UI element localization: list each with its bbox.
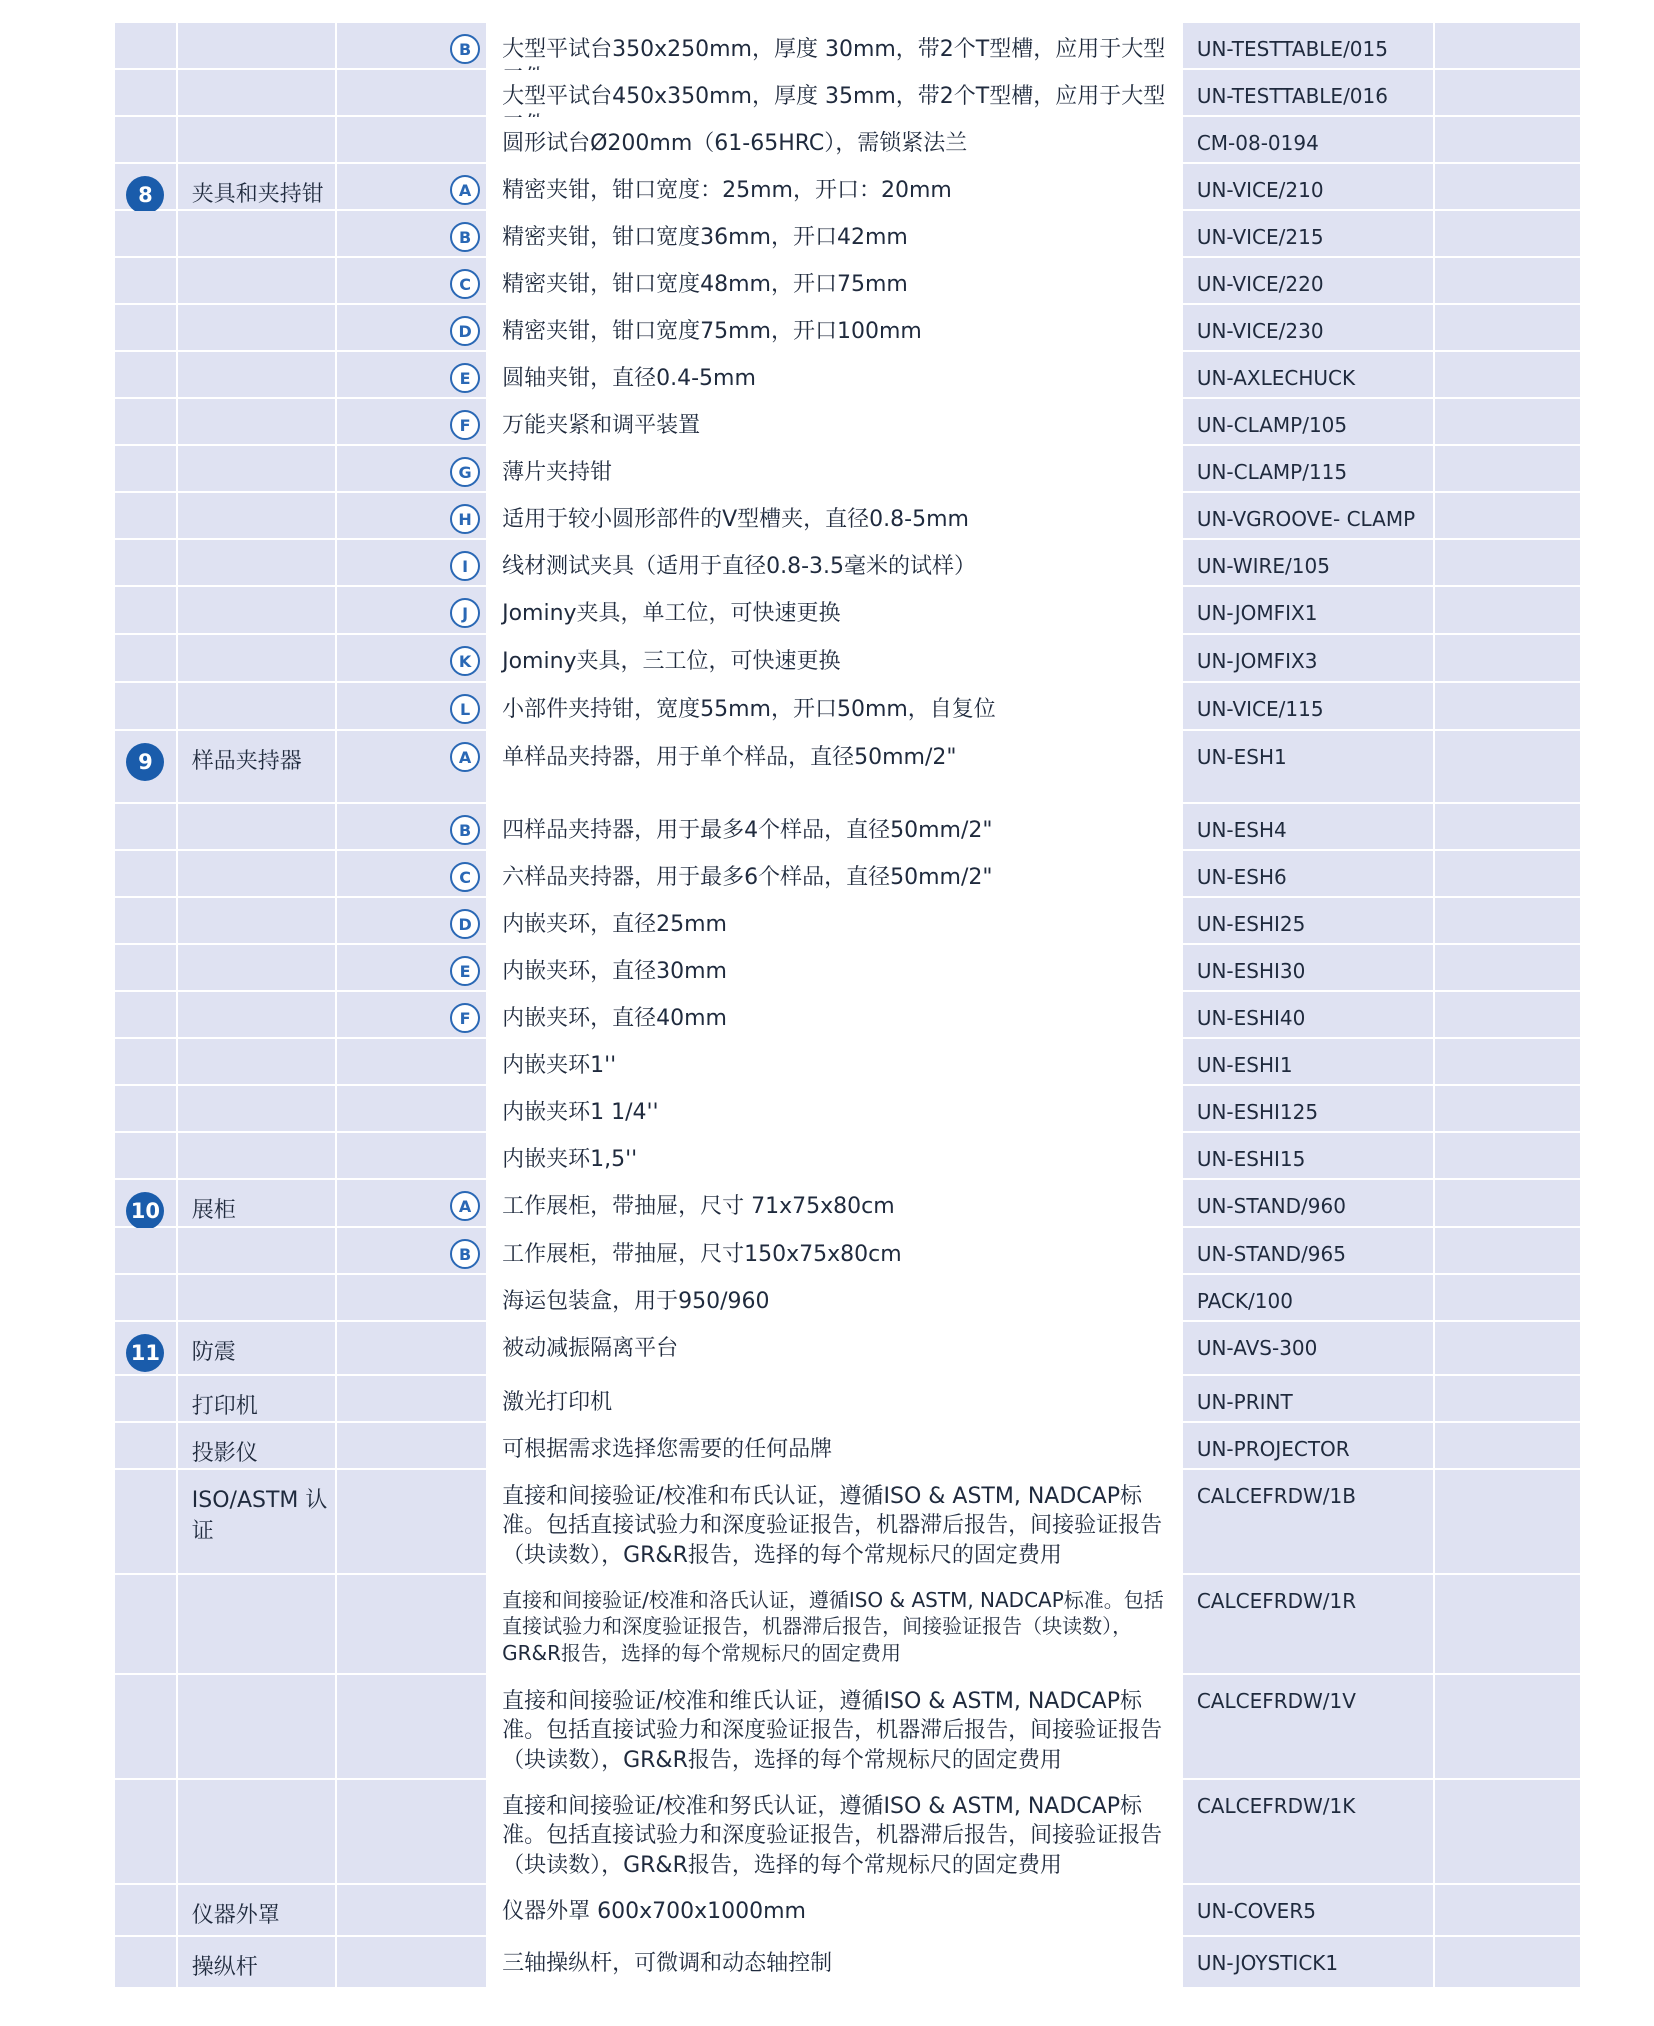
category-cell: 样品夹持器 <box>178 731 338 802</box>
category-cell: 投影仪 <box>178 1423 338 1468</box>
table-row <box>115 211 1580 258</box>
section-number-cell <box>115 1675 178 1778</box>
description-cell: 海运包装盒，用于950/960 <box>488 1275 1183 1320</box>
section-number-cell <box>115 258 178 303</box>
section-number-cell <box>115 1275 178 1320</box>
description-cell: 精密夹钳，钳口宽度75mm，开口100mm <box>488 305 1183 350</box>
item-letter-badge: C <box>450 862 480 892</box>
section-number-cell <box>115 23 178 68</box>
item-letter-badge: F <box>450 410 480 440</box>
product-code-cell: UN-AVS-300 <box>1183 1322 1435 1374</box>
item-letter-badge: H <box>450 504 480 534</box>
item-letter-badge: A <box>450 175 480 205</box>
section-number-cell <box>115 683 178 729</box>
empty-cell <box>1435 1376 1580 1421</box>
description-cell: 内嵌夹环1'' <box>488 1039 1183 1084</box>
item-letter-cell <box>337 1423 488 1468</box>
description-cell: 精密夹钳，钳口宽度：25mm，开口：20mm <box>488 164 1183 209</box>
description-cell: 直接和间接验证/校准和努氏认证，遵循ISO & ASTM, NADCAP标准。包括直接试验力和深度验证报告，机器滞后报告，间接验证报告（块读数），GR&R报告，选择的每个常规标尺的固定费用 <box>488 1780 1183 1883</box>
section-number-cell <box>115 305 178 350</box>
empty-cell <box>1435 23 1580 68</box>
section-number-cell <box>115 898 178 943</box>
product-code-cell: UN-ESHI1 <box>1183 1039 1435 1084</box>
empty-cell <box>1435 1228 1580 1273</box>
empty-cell <box>1435 540 1580 585</box>
table-row <box>115 540 1580 587</box>
item-letter-cell <box>337 23 488 68</box>
product-code-cell: CALCEFRDW/1K <box>1183 1780 1435 1883</box>
empty-cell <box>1435 945 1580 990</box>
product-code-cell: PACK/100 <box>1183 1275 1435 1320</box>
category-cell <box>178 851 338 896</box>
table-row <box>115 258 1580 305</box>
item-letter-badge: J <box>450 598 480 628</box>
table-row <box>115 1322 1580 1376</box>
item-letter-cell <box>337 164 488 209</box>
product-code-cell: UN-VICE/220 <box>1183 258 1435 303</box>
item-letter-cell <box>337 683 488 729</box>
item-letter-cell <box>337 1228 488 1273</box>
section-number-cell <box>115 635 178 681</box>
category-cell <box>178 258 338 303</box>
section-number-badge: 10 <box>126 1192 164 1230</box>
category-cell <box>178 211 338 256</box>
section-number-cell <box>115 493 178 538</box>
section-number-badge: 11 <box>126 1334 164 1372</box>
table-row <box>115 305 1580 352</box>
product-code-cell: UN-TESTTABLE/016 <box>1183 70 1435 115</box>
category-cell <box>178 1228 338 1273</box>
description-cell: 精密夹钳，钳口宽度36mm，开口42mm <box>488 211 1183 256</box>
category-cell <box>178 1039 338 1084</box>
item-letter-badge: K <box>450 646 480 676</box>
category-cell <box>178 23 338 68</box>
category-cell <box>178 446 338 491</box>
item-letter-cell <box>337 587 488 633</box>
product-code-cell: UN-TESTTABLE/015 <box>1183 23 1435 68</box>
section-number-cell <box>115 804 178 849</box>
category-cell: ISO/ASTM 认证 <box>178 1470 338 1573</box>
product-code-cell: UN-VICE/215 <box>1183 211 1435 256</box>
empty-cell <box>1435 446 1580 491</box>
empty-cell <box>1435 164 1580 209</box>
product-code-cell: UN-PROJECTOR <box>1183 1423 1435 1468</box>
description-cell: 圆形试台Ø200mm（61-65HRC），需锁紧法兰 <box>488 117 1183 162</box>
table-row <box>115 1376 1580 1423</box>
description-cell: 圆轴夹钳，直径0.4-5mm <box>488 352 1183 397</box>
table-row <box>115 23 1580 70</box>
product-code-cell: UN-VICE/230 <box>1183 305 1435 350</box>
table-row <box>115 446 1580 493</box>
table-row <box>115 493 1580 540</box>
category-cell <box>178 1133 338 1178</box>
description-cell: 被动减振隔离平台 <box>488 1322 1183 1374</box>
category-cell <box>178 352 338 397</box>
section-number-cell <box>115 1376 178 1421</box>
table-row <box>115 117 1580 164</box>
section-number-cell <box>115 164 178 209</box>
table-row <box>115 635 1580 683</box>
empty-cell <box>1435 635 1580 681</box>
section-number-cell <box>115 1039 178 1084</box>
item-letter-cell <box>337 1675 488 1778</box>
product-code-cell: UN-VICE/210 <box>1183 164 1435 209</box>
product-code-cell: UN-ESH4 <box>1183 804 1435 849</box>
empty-cell <box>1435 1322 1580 1374</box>
item-letter-badge: D <box>450 909 480 939</box>
section-number-cell <box>115 446 178 491</box>
empty-cell <box>1435 305 1580 350</box>
product-code-cell: UN-PRINT <box>1183 1376 1435 1421</box>
empty-cell <box>1435 1575 1580 1673</box>
item-letter-badge: C <box>450 269 480 299</box>
item-letter-cell <box>337 1937 488 1987</box>
description-cell: 单样品夹持器，用于单个样品，直径50mm/2" <box>488 731 1183 802</box>
empty-cell <box>1435 804 1580 849</box>
item-letter-cell <box>337 1275 488 1320</box>
product-code-cell: UN-ESHI40 <box>1183 992 1435 1037</box>
item-letter-badge: E <box>450 956 480 986</box>
item-letter-cell <box>337 1039 488 1084</box>
item-letter-cell <box>337 399 488 444</box>
section-number-cell <box>115 211 178 256</box>
section-number-cell <box>115 70 178 115</box>
category-cell: 夹具和夹持钳 <box>178 164 338 209</box>
description-cell: 仪器外罩 600x700x1000mm <box>488 1885 1183 1935</box>
table-row <box>115 898 1580 945</box>
empty-cell <box>1435 70 1580 115</box>
product-code-cell: UN-STAND/960 <box>1183 1180 1435 1226</box>
description-cell: 工作展柜，带抽屉，尺寸150x75x80cm <box>488 1228 1183 1273</box>
section-number-cell <box>115 1470 178 1573</box>
table-row <box>115 1937 1580 1989</box>
table-row <box>115 1039 1580 1086</box>
table-row <box>115 1133 1580 1180</box>
section-number-cell <box>115 1937 178 1987</box>
description-cell: 内嵌夹环，直径40mm <box>488 992 1183 1037</box>
section-number-cell <box>115 992 178 1037</box>
item-letter-cell <box>337 1322 488 1374</box>
section-number-cell <box>115 1885 178 1935</box>
empty-cell <box>1435 1133 1580 1178</box>
empty-cell <box>1435 1470 1580 1573</box>
item-letter-cell <box>337 804 488 849</box>
empty-cell <box>1435 731 1580 802</box>
section-number-cell <box>115 1575 178 1673</box>
description-cell: 薄片夹持钳 <box>488 446 1183 491</box>
item-letter-cell <box>337 70 488 115</box>
category-cell <box>178 1780 338 1883</box>
product-code-cell: UN-CLAMP/115 <box>1183 446 1435 491</box>
category-cell <box>178 992 338 1037</box>
item-letter-badge: B <box>450 34 480 64</box>
empty-cell <box>1435 399 1580 444</box>
description-cell: 直接和间接验证/校准和布氏认证，遵循ISO & ASTM, NADCAP标准。包括直接试验力和深度验证报告，机器滞后报告，间接验证报告（块读数），GR&R报告，选择的每个常规标尺的固定费用 <box>488 1470 1183 1573</box>
table-row <box>115 1885 1580 1937</box>
item-letter-cell <box>337 945 488 990</box>
table-row <box>115 352 1580 399</box>
category-cell <box>178 70 338 115</box>
table-row <box>115 1575 1580 1675</box>
empty-cell <box>1435 1675 1580 1778</box>
product-code-cell: UN-WIRE/105 <box>1183 540 1435 585</box>
table-row <box>115 731 1580 804</box>
category-cell <box>178 399 338 444</box>
table-row <box>115 1675 1580 1780</box>
table-row <box>115 399 1580 446</box>
item-letter-badge: G <box>450 457 480 487</box>
category-cell: 打印机 <box>178 1376 338 1421</box>
category-cell <box>178 635 338 681</box>
empty-cell <box>1435 1039 1580 1084</box>
description-cell: 工作展柜，带抽屉，尺寸 71x75x80cm <box>488 1180 1183 1226</box>
description-cell: 内嵌夹环，直径25mm <box>488 898 1183 943</box>
table-row <box>115 1275 1580 1322</box>
empty-cell <box>1435 992 1580 1037</box>
item-letter-cell <box>337 1470 488 1573</box>
section-number-cell <box>115 1086 178 1131</box>
product-code-cell: UN-VGROOVE- CLAMP <box>1183 493 1435 538</box>
empty-cell <box>1435 1780 1580 1883</box>
empty-cell <box>1435 1423 1580 1468</box>
section-number-cell <box>115 1423 178 1468</box>
item-letter-badge: L <box>450 694 480 724</box>
item-letter-badge: I <box>450 551 480 581</box>
category-cell <box>178 1086 338 1131</box>
table-row <box>115 1780 1580 1885</box>
section-number-cell <box>115 1133 178 1178</box>
item-letter-cell <box>337 493 488 538</box>
product-code-cell: CM-08-0194 <box>1183 117 1435 162</box>
item-letter-cell <box>337 1575 488 1673</box>
section-number-cell <box>115 352 178 397</box>
table-row <box>115 1086 1580 1133</box>
table-row <box>115 164 1580 211</box>
section-number-badge: 9 <box>126 743 164 781</box>
table-row <box>115 992 1580 1039</box>
table-row <box>115 587 1580 635</box>
description-cell: 内嵌夹环，直径30mm <box>488 945 1183 990</box>
item-letter-cell <box>337 540 488 585</box>
product-code-cell: UN-JOMFIX1 <box>1183 587 1435 633</box>
description-cell: 小部件夹持钳，宽度55mm，开口50mm，自复位 <box>488 683 1183 729</box>
category-cell <box>178 945 338 990</box>
description-cell: Jominy夹具，单工位，可快速更换 <box>488 587 1183 633</box>
category-cell: 展柜 <box>178 1180 338 1226</box>
empty-cell <box>1435 898 1580 943</box>
product-code-cell: UN-COVER5 <box>1183 1885 1435 1935</box>
item-letter-cell <box>337 258 488 303</box>
item-letter-cell <box>337 731 488 802</box>
item-letter-cell <box>337 305 488 350</box>
section-number-cell <box>115 540 178 585</box>
empty-cell <box>1435 211 1580 256</box>
product-code-cell: UN-VICE/115 <box>1183 683 1435 729</box>
item-letter-badge: B <box>450 815 480 845</box>
table-row <box>115 70 1580 117</box>
section-number-cell <box>115 1780 178 1883</box>
category-cell <box>178 587 338 633</box>
product-code-cell: UN-JOMFIX3 <box>1183 635 1435 681</box>
empty-cell <box>1435 493 1580 538</box>
item-letter-badge: B <box>450 222 480 252</box>
category-cell <box>178 804 338 849</box>
table-row <box>115 945 1580 992</box>
item-letter-cell <box>337 211 488 256</box>
category-cell: 防震 <box>178 1322 338 1374</box>
product-code-cell: UN-AXLECHUCK <box>1183 352 1435 397</box>
description-cell: 大型平试台450x350mm，厚度 35mm，带2个T型槽，应用于大型 <box>488 70 1183 115</box>
empty-cell <box>1435 587 1580 633</box>
section-number-cell <box>115 1180 178 1226</box>
description-cell: 内嵌夹环1 1/4'' <box>488 1086 1183 1131</box>
accessories-table <box>115 23 1580 1989</box>
product-code-cell: CALCEFRDW/1V <box>1183 1675 1435 1778</box>
description-cell: 内嵌夹环1,5'' <box>488 1133 1183 1178</box>
table-row <box>115 851 1580 898</box>
section-number-cell <box>115 945 178 990</box>
product-code-cell: UN-CLAMP/105 <box>1183 399 1435 444</box>
empty-cell <box>1435 1180 1580 1226</box>
category-cell: 仪器外罩 <box>178 1885 338 1935</box>
description-cell: 万能夹紧和调平装置 <box>488 399 1183 444</box>
empty-cell <box>1435 352 1580 397</box>
item-letter-badge: B <box>450 1239 480 1269</box>
description-cell: 精密夹钳，钳口宽度48mm，开口75mm <box>488 258 1183 303</box>
item-letter-cell <box>337 851 488 896</box>
product-code-cell: UN-ESH1 <box>1183 731 1435 802</box>
table-row <box>115 1180 1580 1228</box>
product-code-cell: UN-ESHI30 <box>1183 945 1435 990</box>
category-cell: 操纵杆 <box>178 1937 338 1987</box>
table-row <box>115 1228 1580 1275</box>
description-cell: 适用于较小圆形部件的V型槽夹，直径0.8-5mm <box>488 493 1183 538</box>
section-number-cell <box>115 587 178 633</box>
description-cell: 直接和间接验证/校准和维氏认证，遵循ISO & ASTM, NADCAP标准。包括直接试验力和深度验证报告，机器滞后报告，间接验证报告（块读数），GR&R报告，选择的每个常规标尺的固定费用 <box>488 1675 1183 1778</box>
item-letter-cell <box>337 635 488 681</box>
item-letter-badge: E <box>450 363 480 393</box>
table-row <box>115 683 1580 731</box>
description-cell: 可根据需求选择您需要的任何品牌 <box>488 1423 1183 1468</box>
description-cell: 直接和间接验证/校准和洛氏认证，遵循ISO & ASTM, NADCAP标准。包括直接试验力和深度验证报告，机器滞后报告，间接验证报告（块读数），GR&R报告，选择的每个常规标尺的固定费用 <box>488 1575 1183 1673</box>
empty-cell <box>1435 1885 1580 1935</box>
description-cell: 六样品夹持器，用于最多6个样品，直径50mm/2" <box>488 851 1183 896</box>
item-letter-badge: A <box>450 742 480 772</box>
description-cell: 三轴操纵杆，可微调和动态轴控制 <box>488 1937 1183 1987</box>
item-letter-cell <box>337 1780 488 1883</box>
category-cell <box>178 1275 338 1320</box>
description-cell: Jominy夹具，三工位，可快速更换 <box>488 635 1183 681</box>
description-cell: 激光打印机 <box>488 1376 1183 1421</box>
product-code-cell: UN-ESHI125 <box>1183 1086 1435 1131</box>
table-row <box>115 1470 1580 1575</box>
product-code-cell: UN-JOYSTICK1 <box>1183 1937 1435 1987</box>
table-row <box>115 1423 1580 1470</box>
item-letter-cell <box>337 117 488 162</box>
description-cell: 四样品夹持器，用于最多4个样品，直径50mm/2" <box>488 804 1183 849</box>
item-letter-cell <box>337 1133 488 1178</box>
section-number-cell <box>115 399 178 444</box>
table-row <box>115 804 1580 851</box>
item-letter-cell <box>337 446 488 491</box>
empty-cell <box>1435 683 1580 729</box>
section-number-cell <box>115 117 178 162</box>
item-letter-badge: A <box>450 1191 480 1221</box>
item-letter-badge: F <box>450 1003 480 1033</box>
description-cell: 大型平试台350x250mm，厚度 30mm，带2个T型槽，应用于大型 <box>488 23 1183 68</box>
empty-cell <box>1435 117 1580 162</box>
empty-cell <box>1435 1275 1580 1320</box>
item-letter-cell <box>337 1885 488 1935</box>
category-cell <box>178 305 338 350</box>
category-cell <box>178 1675 338 1778</box>
category-cell <box>178 117 338 162</box>
category-cell <box>178 898 338 943</box>
item-letter-cell <box>337 898 488 943</box>
section-number-cell <box>115 1322 178 1374</box>
section-number-cell <box>115 1228 178 1273</box>
item-letter-badge: D <box>450 316 480 346</box>
section-number-cell <box>115 731 178 802</box>
empty-cell <box>1435 851 1580 896</box>
item-letter-cell <box>337 1180 488 1226</box>
description-cell: 线材测试夹具（适用于直径0.8-3.5毫米的试样） <box>488 540 1183 585</box>
empty-cell <box>1435 258 1580 303</box>
product-code-cell: UN-STAND/965 <box>1183 1228 1435 1273</box>
item-letter-cell <box>337 1376 488 1421</box>
empty-cell <box>1435 1086 1580 1131</box>
category-cell <box>178 1575 338 1673</box>
product-code-cell: CALCEFRDW/1B <box>1183 1470 1435 1573</box>
section-number-badge: 8 <box>126 176 164 214</box>
category-cell <box>178 493 338 538</box>
item-letter-cell <box>337 1086 488 1131</box>
product-code-cell: UN-ESHI15 <box>1183 1133 1435 1178</box>
item-letter-cell <box>337 992 488 1037</box>
section-number-cell <box>115 851 178 896</box>
product-code-cell: UN-ESH6 <box>1183 851 1435 896</box>
category-cell <box>178 540 338 585</box>
category-cell <box>178 683 338 729</box>
empty-cell <box>1435 1937 1580 1987</box>
product-code-cell: UN-ESHI25 <box>1183 898 1435 943</box>
item-letter-cell <box>337 352 488 397</box>
product-code-cell: CALCEFRDW/1R <box>1183 1575 1435 1673</box>
